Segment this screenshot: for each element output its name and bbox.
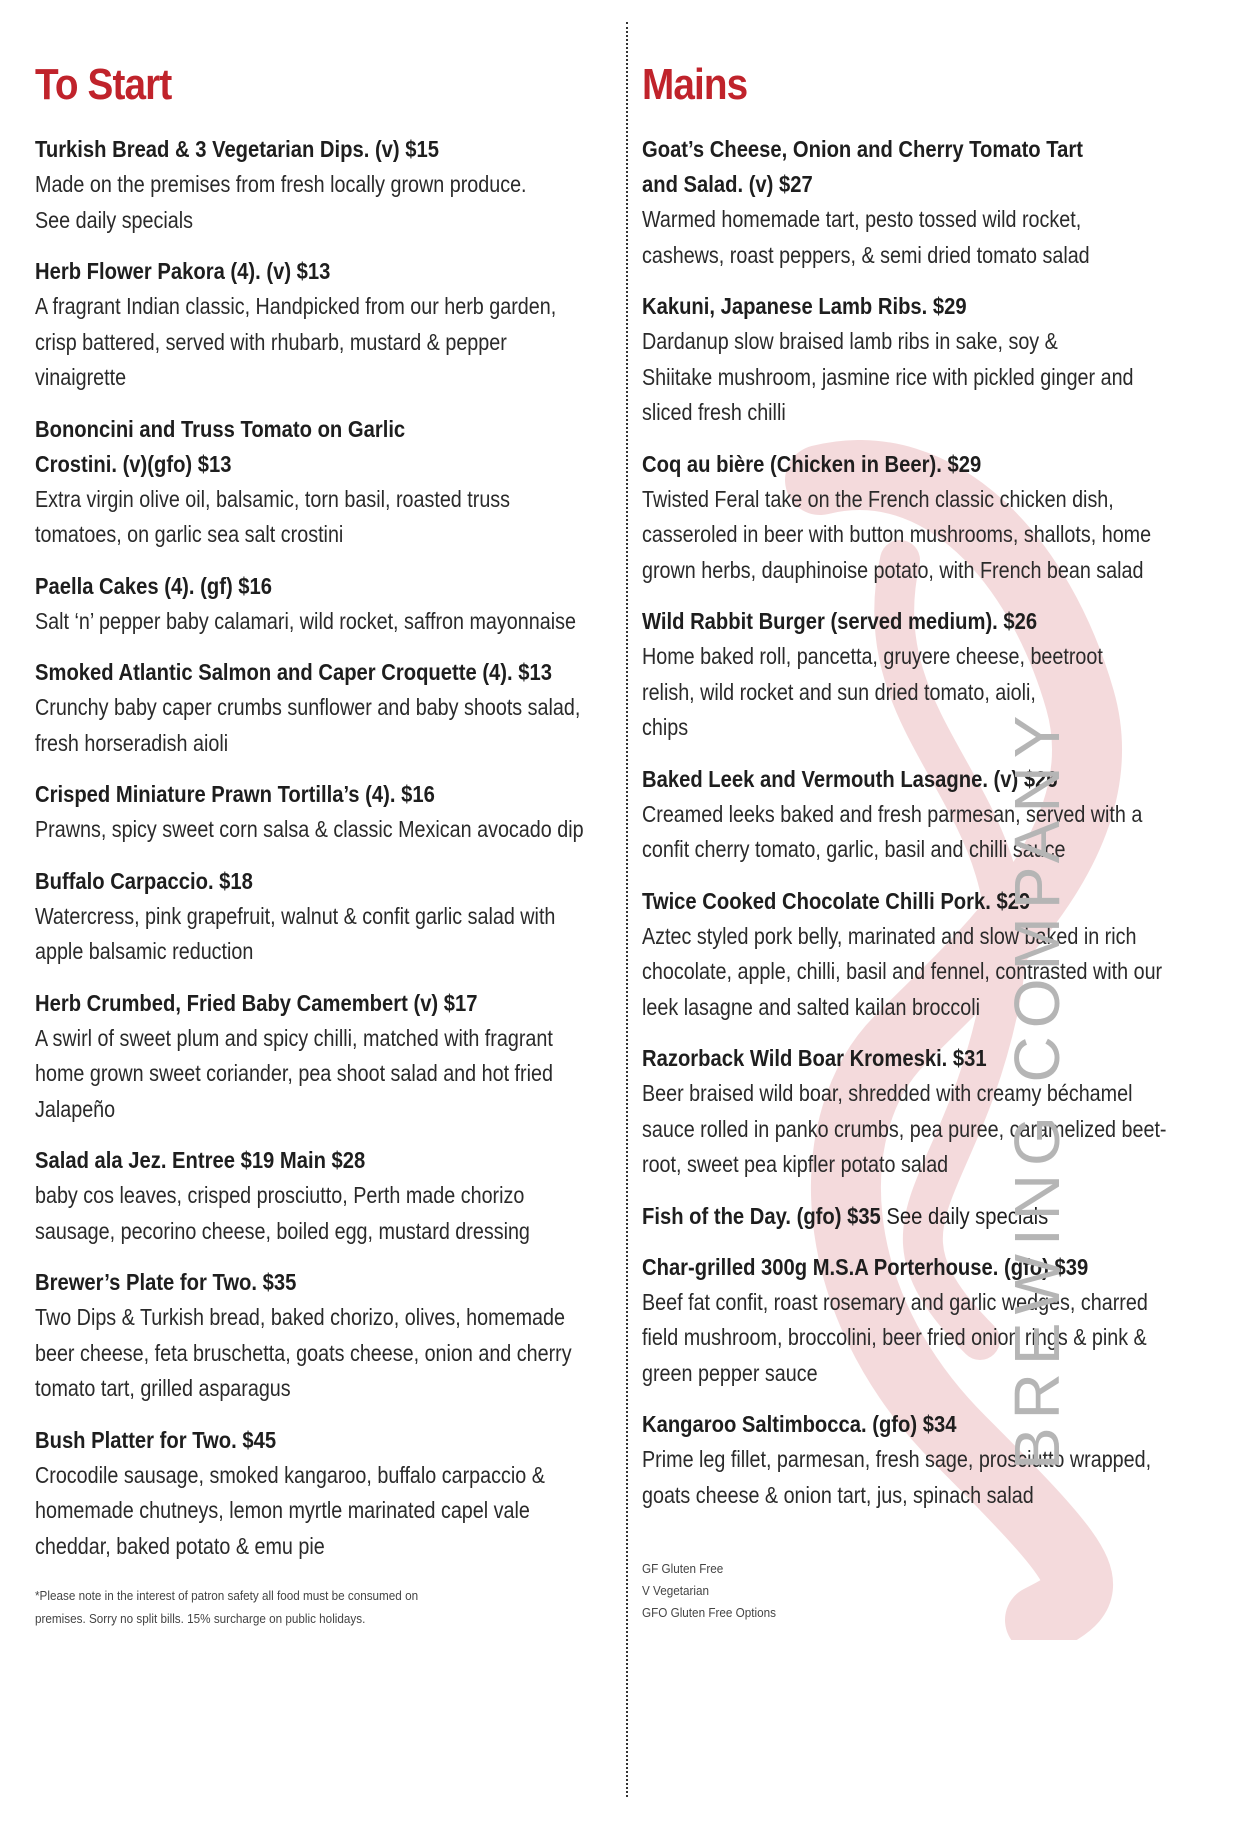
brewing-company-watermark: BREWING COMPANY bbox=[1001, 707, 1073, 1470]
menu-item-description: Watercress, pink grapefruit, walnut & confit garlic salad with bbox=[35, 902, 556, 929]
menu-item-name: Coq au bière (Chicken in Beer). $29 bbox=[642, 450, 982, 477]
menu-item-name: Herb Crumbed, Fried Baby Camembert (v) $17 bbox=[35, 989, 478, 1016]
menu-item-title bbox=[35, 1143, 542, 1178]
menu-item-description: Dardanup slow braised lamb ribs in sake, soy & bbox=[642, 328, 1058, 354]
menu-item-description: casseroled in beer with button mushrooms, shallots, home bbox=[642, 521, 1152, 547]
menu-item-description: Aztec styled pork belly, marinated and slow baked in rich bbox=[642, 922, 1137, 949]
menu-item-title bbox=[35, 132, 542, 167]
menu-item-description: Jalapeño bbox=[35, 1095, 116, 1122]
menu-item bbox=[642, 1407, 1207, 1513]
dietary-legend bbox=[642, 1558, 1151, 1624]
menu-item-description: Prawns, spicy sweet corn salsa & classic Mexican avocado dip bbox=[35, 816, 584, 842]
menu-item-description: Warmed homemade tart, pesto tossed wild rocket, bbox=[642, 206, 1082, 232]
menu-item-title bbox=[35, 864, 542, 899]
legend-item: GF Gluten Free bbox=[642, 1561, 724, 1576]
menu-item-description: Extra virgin olive oil, balsamic, torn basil, roasted truss bbox=[35, 485, 511, 512]
menu-item-name: Kangaroo Saltimbocca. (gfo) $34 bbox=[642, 1411, 957, 1437]
mains-list bbox=[642, 132, 1207, 1513]
menu-item-description: baby cos leaves, crisped prosciutto, Perth made chorizo bbox=[35, 1182, 525, 1208]
menu-item-name: Razorback Wild Boar Kromeski. $31 bbox=[642, 1045, 987, 1071]
menu-item-title bbox=[35, 569, 542, 604]
menu-item-title-cont: Crostini. (v)(gfo) $13 bbox=[35, 450, 232, 477]
menu-item-description: sauce rolled in panko crumbs, pea puree, caramelized beet- bbox=[642, 1115, 1167, 1142]
menu-item-description: sliced fresh chilli bbox=[642, 399, 786, 425]
menu-item-description: See daily specials bbox=[35, 206, 194, 233]
menu-item bbox=[35, 777, 625, 848]
menu-item-title bbox=[35, 655, 552, 690]
menu-item bbox=[642, 289, 1207, 431]
menu-item-title bbox=[35, 1265, 542, 1300]
menu-item-description: Home baked roll, pancetta, gruyere cheese, beetroot bbox=[642, 643, 1103, 669]
menu-item-name: Kakuni, Japanese Lamb Ribs. $29 bbox=[642, 293, 967, 319]
menu-item bbox=[35, 569, 625, 640]
menu-item bbox=[35, 655, 625, 761]
menu-item-description: Creamed leeks baked and fresh parmesan, served with a bbox=[642, 800, 1143, 827]
menu-item-description: Crunchy baby caper crumbs sunflower and baby shoots salad, bbox=[35, 694, 581, 720]
menu-item-name: Goat’s Cheese, Onion and Cherry Tomato Tart bbox=[642, 136, 1083, 162]
menu-item-name: Brewer’s Plate for Two. $35 bbox=[35, 1269, 297, 1295]
menu-item-title bbox=[642, 289, 1128, 324]
menu-item bbox=[642, 1041, 1207, 1183]
menu-item-title bbox=[35, 986, 542, 1021]
menu-item-title bbox=[642, 604, 1128, 639]
menu-item-title bbox=[642, 132, 1128, 167]
menu-item bbox=[642, 884, 1207, 1026]
menu-item-name: Bononcini and Truss Tomato on Garlic bbox=[35, 415, 406, 442]
menu-item bbox=[35, 132, 625, 238]
menu-item-title-cont: and Salad. (v) $27 bbox=[642, 171, 813, 197]
menu-item-description: Crocodile sausage, smoked kangaroo, buffalo carpaccio & bbox=[35, 1461, 545, 1488]
mains-heading: Mains bbox=[642, 60, 748, 109]
menu-item bbox=[642, 762, 1207, 868]
menu-item-description: Two Dips & Turkish bread, baked chorizo, olives, homemade bbox=[35, 1304, 565, 1330]
menu-item-description: Made on the premises from fresh locally grown produce. bbox=[35, 171, 527, 197]
menu-item bbox=[35, 1423, 625, 1565]
menu-item bbox=[642, 1199, 1207, 1234]
starters-column bbox=[35, 60, 625, 1630]
menu-item-description: cheddar, baked potato & emu pie bbox=[35, 1532, 325, 1559]
menu-item-description: chips bbox=[642, 714, 689, 740]
mains-column bbox=[642, 60, 1207, 1624]
menu-item bbox=[35, 864, 625, 970]
menu-item-name: Bush Platter for Two. $45 bbox=[35, 1426, 277, 1453]
legend-item: GFO Gluten Free Options bbox=[642, 1605, 776, 1620]
menu-item-description: field mushroom, broccolini, beer fried onion rings & pink & bbox=[642, 1324, 1147, 1350]
menu-item-name: Turkish Bread & 3 Vegetarian Dips. (v) $15 bbox=[35, 136, 439, 162]
menu-item bbox=[35, 1143, 625, 1249]
menu-item-description: goats cheese & onion tart, jus, spinach salad bbox=[642, 1481, 1034, 1508]
menu-item-description: crisp battered, served with rhubarb, mustard & pepper bbox=[35, 328, 507, 355]
footnote-line: premises. Sorry no split bills. 15% surcharge on public holidays. bbox=[35, 1611, 366, 1626]
menu-item-description: A fragrant Indian classic, Handpicked from our herb garden, bbox=[35, 293, 557, 319]
menu-item-name: Salad ala Jez. Entree $19 Main $28 bbox=[35, 1147, 366, 1173]
menu-item-name: Paella Cakes (4). (gf) $16 bbox=[35, 572, 273, 599]
menu-item-description: Beef fat confit, roast rosemary and garlic wedges, charred bbox=[642, 1288, 1148, 1315]
menu-item-name: Twice Cooked Chocolate Chilli Pork. $29 bbox=[642, 887, 1031, 914]
menu-item-description: Twisted Feral take on the French classic chicken dish, bbox=[642, 485, 1114, 512]
menu-item-description: relish, wild rocket and sun dried tomato, aioli, bbox=[642, 678, 1036, 705]
menu-item-title bbox=[35, 1423, 542, 1458]
menu-item-description: Salt ‘n’ pepper baby calamari, wild rocket, saffron mayonnaise bbox=[35, 607, 576, 634]
menu-item-title bbox=[35, 254, 542, 289]
menu-item-description: vinaigrette bbox=[35, 364, 127, 390]
menu-item-description: chocolate, apple, chilli, basil and fennel, contrasted with our bbox=[642, 958, 1163, 984]
menu-item-name: Buffalo Carpaccio. $18 bbox=[35, 867, 253, 894]
menu-item-name: Herb Flower Pakora (4). (v) $13 bbox=[35, 258, 331, 284]
menu-item-name: Wild Rabbit Burger (served medium). $26 bbox=[642, 608, 1038, 634]
menu-item bbox=[642, 132, 1207, 273]
menu-item-description: root, sweet pea kipfler potato salad bbox=[642, 1151, 949, 1177]
menu-item-name: Smoked Atlantic Salmon and Caper Croquette (4). $13 bbox=[35, 659, 552, 685]
menu-item bbox=[35, 254, 625, 396]
menu-item-description: cashews, roast peppers, & semi dried tomato salad bbox=[642, 241, 1090, 268]
menu-item-title bbox=[35, 777, 542, 812]
menu-item bbox=[35, 412, 625, 553]
menu-item-description: sausage, pecorino cheese, boiled egg, mustard dressing bbox=[35, 1217, 530, 1244]
menu-item-description: tomato tart, grilled asparagus bbox=[35, 1375, 291, 1401]
menu-item-description: Shiitake mushroom, jasmine rice with pickled ginger and bbox=[642, 363, 1134, 390]
menu-item-description: A swirl of sweet plum and spicy chilli, matched with fragrant bbox=[35, 1024, 553, 1051]
menu-item-description: apple balsamic reduction bbox=[35, 938, 254, 964]
menu-item-name: Char-grilled 300g M.S.A Porterhouse. (gfo) $39 bbox=[642, 1253, 1089, 1280]
menu-item-description: leek lasagne and salted kailan broccoli bbox=[642, 993, 980, 1020]
menu-item-description: Prime leg fillet, parmesan, fresh sage, prosciutto wrapped, bbox=[642, 1446, 1152, 1472]
menu-item-description: confit cherry tomato, garlic, basil and chilli sauce bbox=[642, 836, 1066, 862]
menu-item bbox=[642, 1250, 1207, 1392]
menu-item-description: homemade chutneys, lemon myrtle marinated capel vale bbox=[35, 1497, 530, 1523]
menu-item bbox=[642, 447, 1207, 589]
menu-item-title bbox=[642, 447, 1128, 482]
menu-item-title bbox=[35, 412, 542, 447]
menu-item-name: Baked Leek and Vermouth Lasagne. (v) $26 bbox=[642, 765, 1058, 792]
starters-list bbox=[35, 132, 625, 1564]
menu-item bbox=[35, 986, 625, 1128]
menu-item-description: fresh horseradish aioli bbox=[35, 729, 229, 756]
menu-item bbox=[642, 604, 1207, 746]
starters-heading: To Start bbox=[35, 60, 172, 109]
menu-item-name: Fish of the Day. (gfo) $35 bbox=[642, 1202, 881, 1229]
menu-item-note: See daily specials bbox=[880, 1202, 1049, 1229]
menu-item-description: grown herbs, dauphinoise potato, with French bean salad bbox=[642, 556, 1144, 583]
menu-item-description: green pepper sauce bbox=[642, 1359, 818, 1386]
menu-item-description: beer cheese, feta bruschetta, goats cheese, onion and cherry bbox=[35, 1339, 572, 1366]
footnote-line: *Please note in the interest of patron safety all food must be consumed on bbox=[35, 1588, 419, 1603]
menu-item bbox=[35, 1265, 625, 1407]
column-divider bbox=[626, 22, 628, 1797]
legend-item: V Vegetarian bbox=[642, 1583, 710, 1598]
menu-item-description: home grown sweet coriander, pea shoot salad and hot fried bbox=[35, 1060, 553, 1086]
menu-item-description: tomatoes, on garlic sea salt crostini bbox=[35, 521, 344, 547]
menu-item-description: Beer braised wild boar, shredded with creamy béchamel bbox=[642, 1080, 1133, 1106]
footnote bbox=[35, 1584, 566, 1630]
menu-item-name: Crisped Miniature Prawn Tortilla’s (4). $16 bbox=[35, 781, 435, 807]
